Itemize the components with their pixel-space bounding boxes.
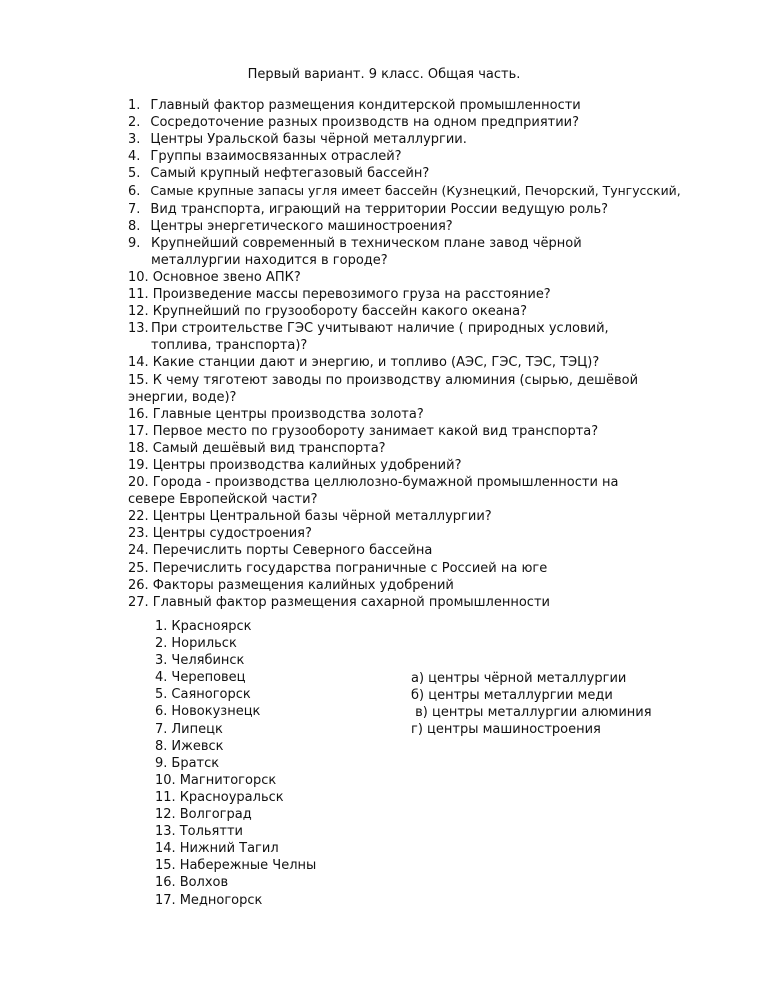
category-item: г) центры машиностроения: [411, 722, 601, 738]
question-item: [128, 577, 688, 594]
city-number: 7.: [155, 721, 168, 737]
question-number: 8.: [128, 218, 141, 234]
question-number: 24.: [128, 543, 149, 559]
question-text: Группы взаимосвязанных отраслей?: [150, 149, 402, 165]
city-item: [155, 635, 316, 652]
city-name: Липецк: [171, 721, 223, 737]
city-name: Красноярск: [171, 619, 252, 634]
city-item: [155, 686, 316, 703]
question-item: [128, 474, 668, 508]
question-text: К чему тяготеют заводы по производству алюминия (сырью, дешёвой энергии, воде)?: [128, 372, 639, 405]
city-number: 14.: [155, 841, 176, 857]
question-text: Перечислить порты Северного бассейна: [152, 543, 433, 559]
question-item: [128, 165, 688, 182]
category-item: б) центры металлургии меди: [411, 688, 613, 704]
city-name: Челябинск: [171, 653, 245, 669]
city-number: 5.: [155, 687, 168, 703]
city-number: 1.: [155, 619, 168, 634]
question-number: 18.: [128, 440, 149, 456]
question-item: [128, 372, 676, 406]
question-text: Факторы размещения калийных удобрений: [152, 577, 454, 593]
question-number: 3.: [128, 132, 141, 148]
city-name: Набережные Челны: [179, 858, 317, 874]
question-item: [128, 235, 688, 269]
question-text: Главный фактор размещения кондитерской промышленности: [150, 98, 581, 113]
question-number: 20.: [128, 475, 149, 491]
city-item: [155, 840, 316, 857]
question-number: 14.: [128, 355, 149, 371]
question-text: Центры энергетического машиностроения?: [150, 218, 453, 234]
question-item: [128, 114, 688, 131]
question-item: [128, 303, 688, 320]
question-item: [128, 182, 688, 200]
category-item: а) центры чёрной металлургии: [411, 671, 627, 686]
city-name: Ижевск: [171, 738, 224, 754]
question-number: 16.: [128, 406, 149, 422]
city-item: [155, 806, 316, 823]
category-item: в) центры металлургии алюминия: [411, 705, 652, 721]
city-item: [155, 857, 316, 874]
city-name: Медногорск: [179, 892, 263, 908]
city-name: Череповец: [171, 670, 246, 686]
city-number: 12.: [155, 807, 176, 823]
question-number: 26.: [128, 577, 149, 593]
question-list: [128, 97, 688, 611]
question-text: Первое место по грузообороту занимает какой вид транспорта?: [152, 423, 599, 439]
city-name: Магнитогорск: [179, 772, 277, 788]
question-text: Главные центры производства золота?: [152, 406, 424, 422]
city-number: 17.: [155, 892, 176, 908]
question-text: Города - производства целлюлозно-бумажной промышленности на севере Европейской части?: [128, 475, 619, 508]
document-title: Первый вариант. 9 класс. Общая часть.: [247, 67, 521, 82]
city-name: Волгоград: [179, 807, 252, 823]
question-number: 6.: [128, 184, 141, 200]
city-name: Братск: [171, 755, 220, 771]
city-item: [155, 703, 316, 720]
city-item: [155, 789, 316, 806]
question-item: [128, 423, 688, 440]
city-number: 11.: [155, 789, 176, 805]
city-item: [155, 721, 316, 738]
city-number: 4.: [155, 670, 168, 686]
city-item: [155, 874, 316, 891]
city-list: [155, 618, 316, 909]
question-item: [128, 542, 688, 559]
city-name: Нижний Тагил: [179, 841, 279, 857]
question-number: 13.: [128, 321, 149, 337]
question-item: [128, 131, 688, 148]
question-item: [128, 148, 688, 165]
question-text: Произведение массы перевозимого груза на расстояние?: [152, 287, 551, 303]
city-number: 13.: [155, 824, 176, 840]
question-number: 25.: [128, 560, 149, 576]
question-text: Центры Уральской базы чёрной металлургии.: [150, 132, 467, 148]
question-number: 2.: [128, 115, 141, 131]
question-text: Основное звено АПК?: [152, 269, 301, 285]
question-number: 5.: [128, 166, 141, 182]
question-item: [128, 525, 688, 542]
city-number: 9.: [155, 755, 168, 771]
question-text: Самые крупные запасы угля имеет бассейн (Кузнецкий, Печорский, Тунгусский,: [150, 183, 681, 199]
question-item: [128, 97, 688, 114]
question-text: Самый крупный нефтегазовый бассейн?: [150, 166, 430, 182]
question-text: Главный фактор размещения сахарной промышленности: [152, 594, 550, 610]
city-item: [155, 738, 316, 755]
question-text: Перечислить государства пограничные с Россией на юге: [152, 560, 548, 576]
question-text: Центры Центральной базы чёрной металлургии?: [152, 509, 492, 525]
city-item: [155, 892, 316, 909]
city-number: 16.: [155, 875, 176, 891]
question-text: Сосредоточение разных производств на одном предприятии?: [150, 115, 580, 131]
question-text: Вид транспорта, играющий на территории России ведущую роль?: [150, 201, 609, 217]
question-text: Крупнейший современный в техническом плане завод чёрной металлургии находится в городе?: [151, 235, 582, 268]
question-item: [128, 320, 688, 354]
city-name: Новокузнецк: [171, 704, 261, 720]
question-text: Центры судостроения?: [152, 526, 312, 542]
question-item: [128, 560, 688, 577]
question-text: Центры производства калийных удобрений?: [152, 457, 462, 473]
city-item: [155, 618, 316, 635]
question-number: 19.: [128, 457, 149, 473]
city-name: Красноуральск: [179, 789, 284, 805]
question-item: [128, 508, 688, 525]
question-item: [128, 269, 688, 286]
question-number: 11.: [128, 287, 149, 303]
category-list: [411, 670, 652, 738]
city-item: [155, 755, 316, 772]
question-item: [128, 286, 688, 303]
question-text: При строительстве ГЭС учитывают наличие ( природных условий, топлива, транспорта)?: [151, 321, 609, 354]
city-number: 8.: [155, 738, 168, 754]
city-number: 2.: [155, 636, 168, 652]
city-item: [155, 652, 316, 669]
question-item: [128, 594, 688, 611]
question-text: Какие станции дают и энергию, и топливо (АЭС, ГЭС, ТЭС, ТЭЦ)?: [152, 355, 600, 371]
question-item: [128, 201, 688, 218]
city-item: [155, 823, 316, 840]
question-number: 10.: [128, 269, 149, 285]
city-name: Тольятти: [179, 824, 243, 840]
question-number: 17.: [128, 423, 149, 439]
city-name: Саяногорск: [171, 687, 251, 703]
city-name: Волхов: [179, 875, 229, 891]
question-number: 7.: [128, 201, 141, 217]
city-item: [155, 772, 316, 789]
city-number: 15.: [155, 858, 176, 874]
question-number: 1.: [128, 98, 141, 113]
question-text: Крупнейший по грузообороту бассейн какого океана?: [152, 304, 528, 320]
question-number: 4.: [128, 149, 141, 165]
question-number: 12.: [128, 304, 149, 320]
question-number: 9.: [128, 235, 141, 251]
question-number: 15.: [128, 372, 149, 388]
question-item: [128, 354, 688, 371]
question-number: 22.: [128, 509, 149, 525]
question-number: 27.: [128, 594, 149, 610]
question-item: [128, 457, 688, 474]
city-number: 10.: [155, 772, 176, 788]
question-number: 23.: [128, 526, 149, 542]
question-item: [128, 406, 688, 423]
city-number: 6.: [155, 704, 168, 720]
question-text: Самый дешёвый вид транспорта?: [152, 440, 386, 456]
question-item: [128, 218, 688, 235]
question-item: [128, 440, 688, 457]
city-item: [155, 669, 316, 686]
city-name: Норильск: [171, 636, 237, 652]
city-number: 3.: [155, 653, 168, 669]
